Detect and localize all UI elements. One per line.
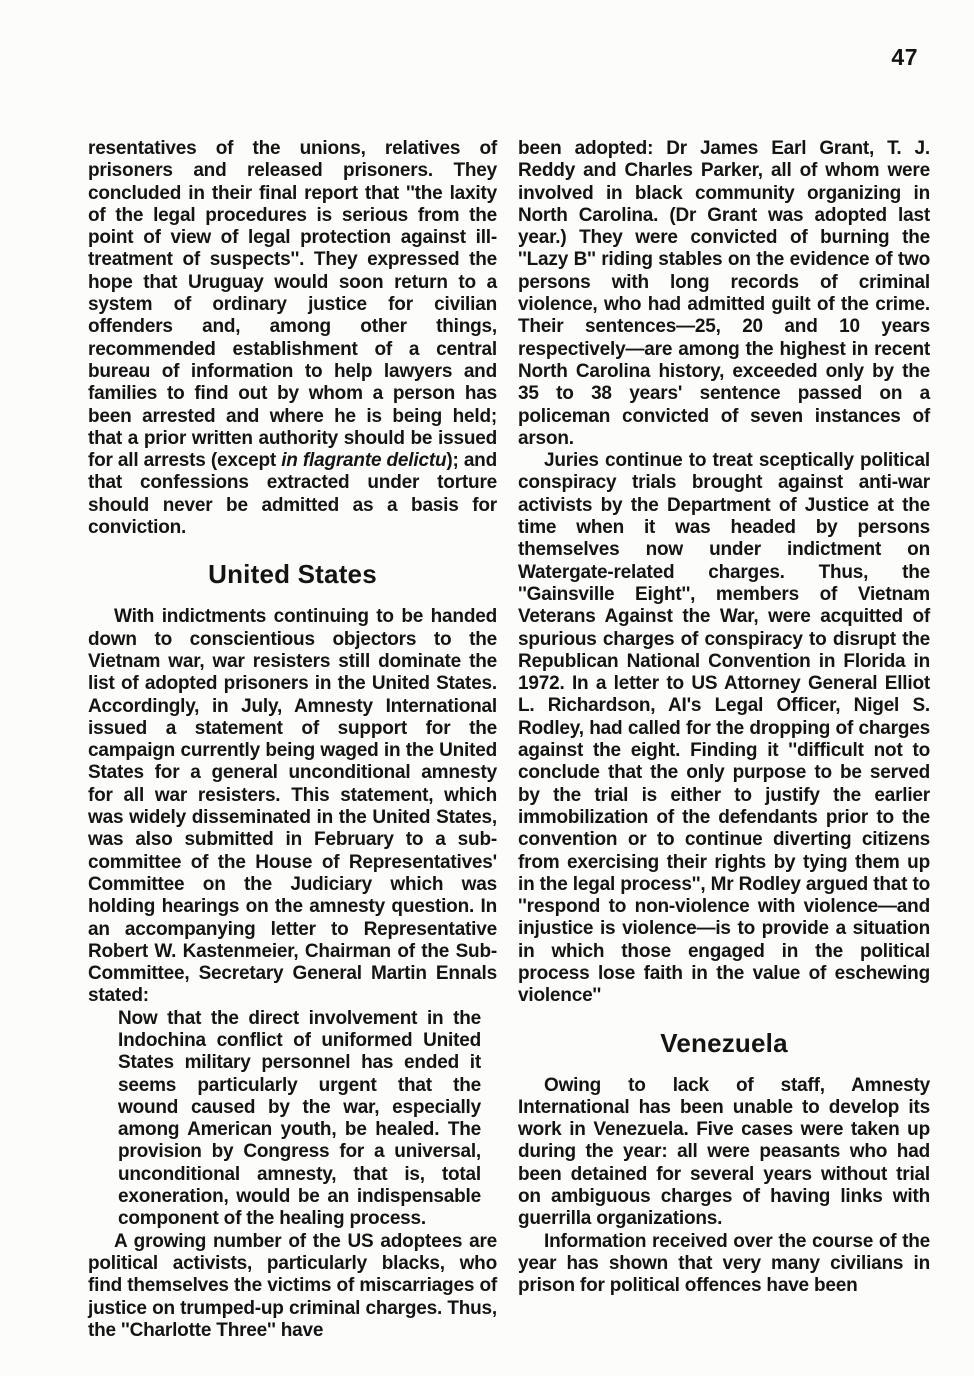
text-run: With indictments continuing to be handed down to conscientious objectors to the Vietnam war, war resisters still dominate the list of adopted prisoners in the United States. Accordingly, in July, Amnesty International issued a statement of support for the campaign currently being waged in the United States for a general unconditional amnesty for all war resisters. This statement, which was widely disseminated in the United States, was also submitted in February to a sub-committee of the House of Representatives' Committee on the Judiciary which was holding hearings on the amnesty question. In an accompanying letter to Representative Robert W. Kastenmeier, Chairman of the Sub-Committee, Secretary General Martin Ennals stated: [88, 606, 497, 1007]
paragraph [88, 1231, 497, 1342]
text-run: been adopted: Dr James Earl Grant, T. J. Reddy and Charles Parker, all of whom were involved in black community organizing in North Carolina. (Dr Grant was adopted last year.) They were convicted of burning the ''Lazy B'' riding stables on the evidence of two persons with long records of criminal violence, who had admitted guilt of the crime. Their sentences—25, 20 and 10 years respectively—are among the highest in recent North Carolina history, exceeded only by the 35 to 38 years' sentence passed on a policeman convicted of seven instances of arson. [518, 138, 930, 449]
paragraph [88, 606, 497, 1007]
page-number: 47 [891, 44, 918, 70]
text-run: Venezuela [660, 1027, 788, 1058]
text-run: Information received over the course of the year has shown that very many civilians in prison for political offences have been [518, 1230, 930, 1297]
text-run: United States [208, 559, 377, 590]
text-run: resentatives of the unions, relatives of prisoners and released prisoners. They concluded in their final report that ''the laxity of the legal procedures is serious from the point of view of legal protection against ill-treatment of suspects''. They expressed the hope that Uruguay would soon return to a system of ordinary justice for civilian offenders and, among other things, recommended establishment of a central bureau of information to help lawyers and families to find out by whom a person has been arrested and where he is being held; that a prior written authority should be issued for all arrests (except [88, 138, 497, 472]
paragraph [518, 1231, 930, 1298]
paragraph [518, 450, 930, 1007]
text-run: ); and that confessions extracted under torture should never be admitted as a basis for conviction. [88, 450, 497, 539]
section-heading [88, 559, 497, 590]
italic-phrase: in flagrante delictu [281, 450, 447, 472]
text-run: Owing to lack of staff, Amnesty International has been unable to develop its work in Venezuela. Five cases were taken up during the year: all were peasants who had been detained for several years without trial on ambiguous charges of having links with guerrilla organizations. [518, 1074, 930, 1230]
text-run: Juries continue to treat sceptically political conspiracy trials brought against anti-war activists by the Department of Justice at the time when it was headed by persons themselves now under indictment on Watergate-related charges. Thus, the ''Gainsville Eight'', members of Vietnam Veterans Against the War, were acquitted of spurious charges of conspiracy to disrupt the Republican National Convention in Florida in 1972. In a letter to US Attorney General Elliot L. Richardson, AI's Legal Officer, Nigel S. Rodley, had called for the dropping of charges against the eight. Finding it ''difficult not to conclude that the only purpose to be served by the trial is either to justify the earlier immobilization of the defendants prior to the convention or to continue diverting citizens from exercising their rights by tying them up in the legal process'', Mr Rodley argued that to ''respond to non-violence with violence—and injustice is violence—is to provide a situation in which those engaged in the political process lose faith in the value of eschewing violence'' [518, 450, 930, 1007]
section-heading [518, 1028, 930, 1059]
text-column-right [518, 138, 930, 1298]
text-run: A growing number of the US adoptees are political activists, particularly blacks, who find themselves the victims of miscarriages of justice on trumped-up criminal charges. Thus, the ''Charlotte Three'' have [88, 1230, 497, 1341]
text-column-left [88, 138, 497, 1342]
text-run: Now that the direct involvement in the Indochina conflict of uniformed United States military personnel has ended it seems particularly urgent that the wound caused by the war, especially among American youth, be healed. The provision by Congress for a universal, unconditional amnesty, that is, total exoneration, would be an indispensable component of the healing process. [118, 1007, 481, 1230]
paragraph [518, 138, 930, 450]
paragraph [518, 1075, 930, 1231]
paragraph [88, 138, 497, 539]
block-quote [118, 1008, 481, 1231]
